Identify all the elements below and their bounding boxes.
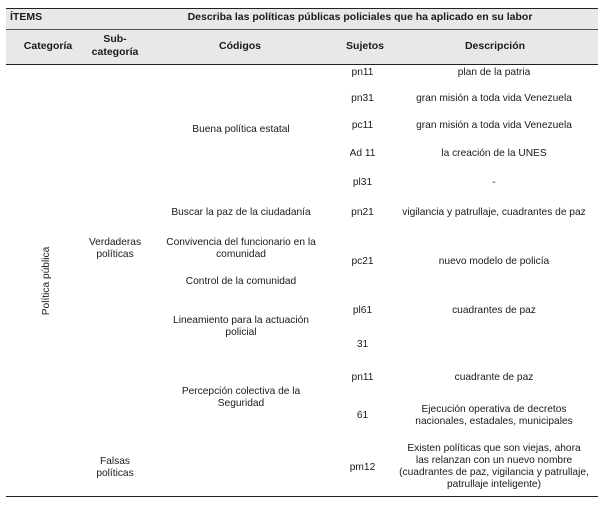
codigo-lineamiento: Lineamiento para la actuación policial [173, 315, 309, 338]
column-header-descripcion: Descripción [464, 40, 526, 52]
descripcion: - [492, 177, 496, 188]
descripcion: gran misión a toda vida Venezuela [416, 93, 572, 104]
subcategoria-falsas: Falsas políticas [96, 456, 134, 479]
question-title: Describa las políticas públicas policiales que ha aplicado en su labor [187, 11, 533, 23]
descripcion: la creación de la UNES [441, 148, 547, 159]
codigo-percepcion: Percepción colectiva de la Seguridad [181, 386, 301, 409]
items-label: ÍTEMS [10, 11, 43, 23]
codigo-convivencia: Convivencia del funcionario en la comunidad [166, 237, 316, 260]
column-header-codigos: Códigos [219, 40, 261, 52]
descripcion: gran misión a toda vida Venezuela [416, 120, 572, 131]
sujeto: pn31 [351, 93, 374, 104]
sujeto: Ad 11 [349, 148, 376, 159]
column-header-subcategoria: Sub- categoría [91, 33, 139, 58]
sujeto: 31 [356, 339, 369, 350]
sujeto: pc21 [351, 256, 374, 267]
categoria-label: Política pública [41, 246, 52, 316]
descripcion: cuadrantes de paz [452, 305, 536, 316]
descripcion: Ejecución operativa de decretos nacionales, estadales, municipales [415, 404, 573, 427]
sujeto: pl31 [352, 177, 373, 188]
sujeto: pn11 [351, 372, 374, 383]
codigo-buena-politica: Buena política estatal [192, 124, 290, 135]
descripcion: Existen políticas que son viejas, ahora las relanzan con un nuevo nombre (cuadrantes de paz, vigilancia y patrullaje, patrullaje inteligente) [399, 443, 589, 490]
descripcion: nuevo modelo de policía [438, 256, 550, 267]
sujeto: pn11 [351, 67, 374, 78]
sujeto: 61 [356, 410, 369, 421]
codigo-buscar-paz: Buscar la paz de la ciudadanía [171, 207, 311, 218]
sujeto: pl61 [352, 305, 373, 316]
column-header-sujetos: Sujetos [346, 40, 384, 52]
codigo-control-comunidad: Control de la comunidad [185, 276, 297, 287]
column-header-categoria: Categoría [23, 40, 73, 52]
subcategoria-verdaderas: Verdaderas políticas [88, 237, 142, 260]
sujeto: pc11 [351, 120, 374, 131]
descripcion: cuadrante de paz [454, 372, 534, 383]
sujeto: pn21 [351, 207, 374, 218]
sujeto: pm12 [349, 462, 376, 473]
descripcion: plan de la patria [457, 67, 531, 78]
table-bottom-rule [6, 496, 598, 497]
descripcion: vigilancia y patrullaje, cuadrantes de paz [402, 207, 586, 218]
